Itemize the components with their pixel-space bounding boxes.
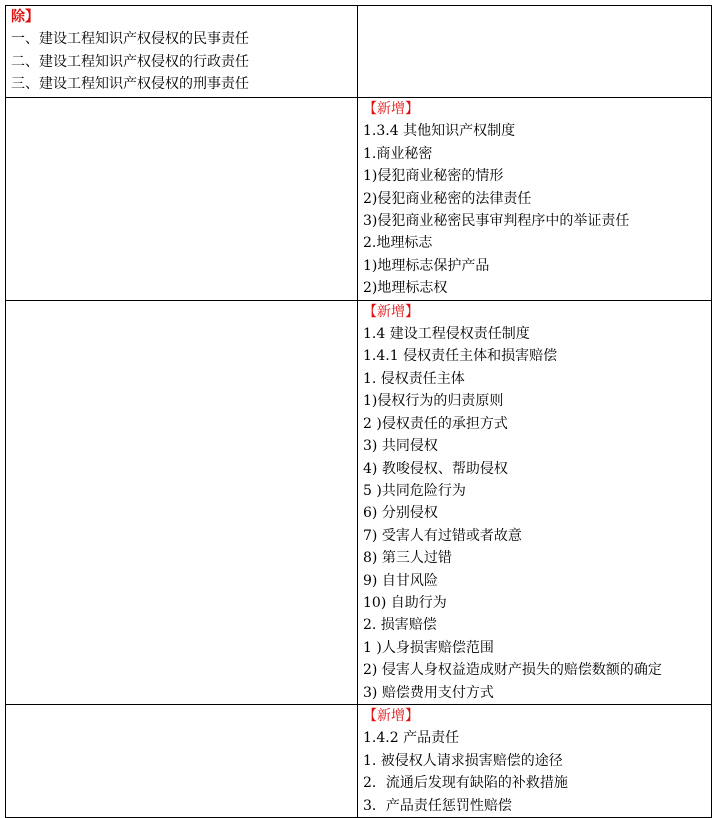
- content-line: 1.商业秘密: [363, 145, 433, 162]
- content-line: 1 )人身损害赔偿范围: [363, 639, 494, 656]
- added-tag: 【新增】: [363, 707, 419, 724]
- table-row: [6, 704, 712, 817]
- content-line: 2.地理标志: [363, 235, 433, 252]
- content-line: 3．产品责任惩罚性赔偿: [363, 797, 512, 814]
- content-line: 2)侵犯商业秘密的法律责任: [363, 190, 532, 207]
- old-content-cell: [6, 300, 358, 704]
- new-content-cell: [358, 300, 712, 704]
- content-line: 1. 被侵权人请求损害赔偿的途径: [363, 752, 563, 769]
- content-line: 1)侵权行为的归责原则: [363, 393, 504, 410]
- old-content-cell: [6, 6, 358, 98]
- content-line: 二、建设工程知识产权侵权的行政责任: [11, 53, 249, 70]
- content-line: 9) 自甘风险: [363, 572, 438, 589]
- content-line: 3) 共同侵权: [363, 438, 438, 455]
- content-line: 三、建设工程知识产权侵权的刑事责任: [11, 76, 249, 93]
- content-line: 7) 受害人有过错或者故意: [363, 527, 522, 544]
- content-line: 1. 侵权责任主体: [363, 370, 465, 387]
- content-line: 1.4.1 侵权责任主体和损害赔偿: [363, 348, 558, 365]
- deleted-tag: 除】: [11, 9, 39, 25]
- content-line: 4) 教唆侵权、帮助侵权: [363, 460, 508, 477]
- content-line: 3)侵犯商业秘密民事审判程序中的举证责任: [363, 213, 630, 230]
- content-line: 8) 第三人过错: [363, 550, 452, 567]
- content-line: 2．流通后发现有缺陷的补救措施: [363, 775, 568, 792]
- content-line: 1.4 建设工程侵权责任制度: [363, 326, 530, 343]
- new-content-cell: [358, 704, 712, 817]
- content-line: 5 )共同危险行为: [363, 482, 466, 499]
- content-line: 1.4.2 产品责任: [363, 730, 460, 747]
- table-row: [6, 6, 712, 98]
- new-content-cell: [358, 6, 712, 98]
- old-content-cell: [6, 98, 358, 301]
- content-line: 6) 分别侵权: [363, 505, 438, 522]
- content-line: 2)地理标志权: [363, 280, 448, 297]
- content-line: 1)侵犯商业秘密的情形: [363, 168, 504, 185]
- content-line: 2) 侵害人身权益造成财产损失的赔偿数额的确定: [363, 662, 662, 679]
- content-line: 2 )侵权责任的承担方式: [363, 415, 508, 432]
- old-content-cell: [6, 704, 358, 817]
- comparison-table: [5, 5, 712, 818]
- added-tag: 【新增】: [363, 101, 419, 117]
- content-line: 3) 赔偿费用支付方式: [363, 684, 494, 701]
- content-line: 一、建设工程知识产权侵权的民事责任: [11, 31, 249, 48]
- content-line: 2. 损害赔偿: [363, 617, 437, 634]
- table-row: [6, 300, 712, 704]
- content-line: 1)地理标志保护产品: [363, 257, 490, 274]
- content-line: 1.3.4 其他知识产权制度: [363, 123, 516, 140]
- table-row: [6, 98, 712, 301]
- added-tag: 【新增】: [363, 303, 419, 320]
- content-line: 10) 自助行为: [363, 594, 447, 611]
- table-body: [6, 6, 712, 818]
- new-content-cell: [358, 98, 712, 301]
